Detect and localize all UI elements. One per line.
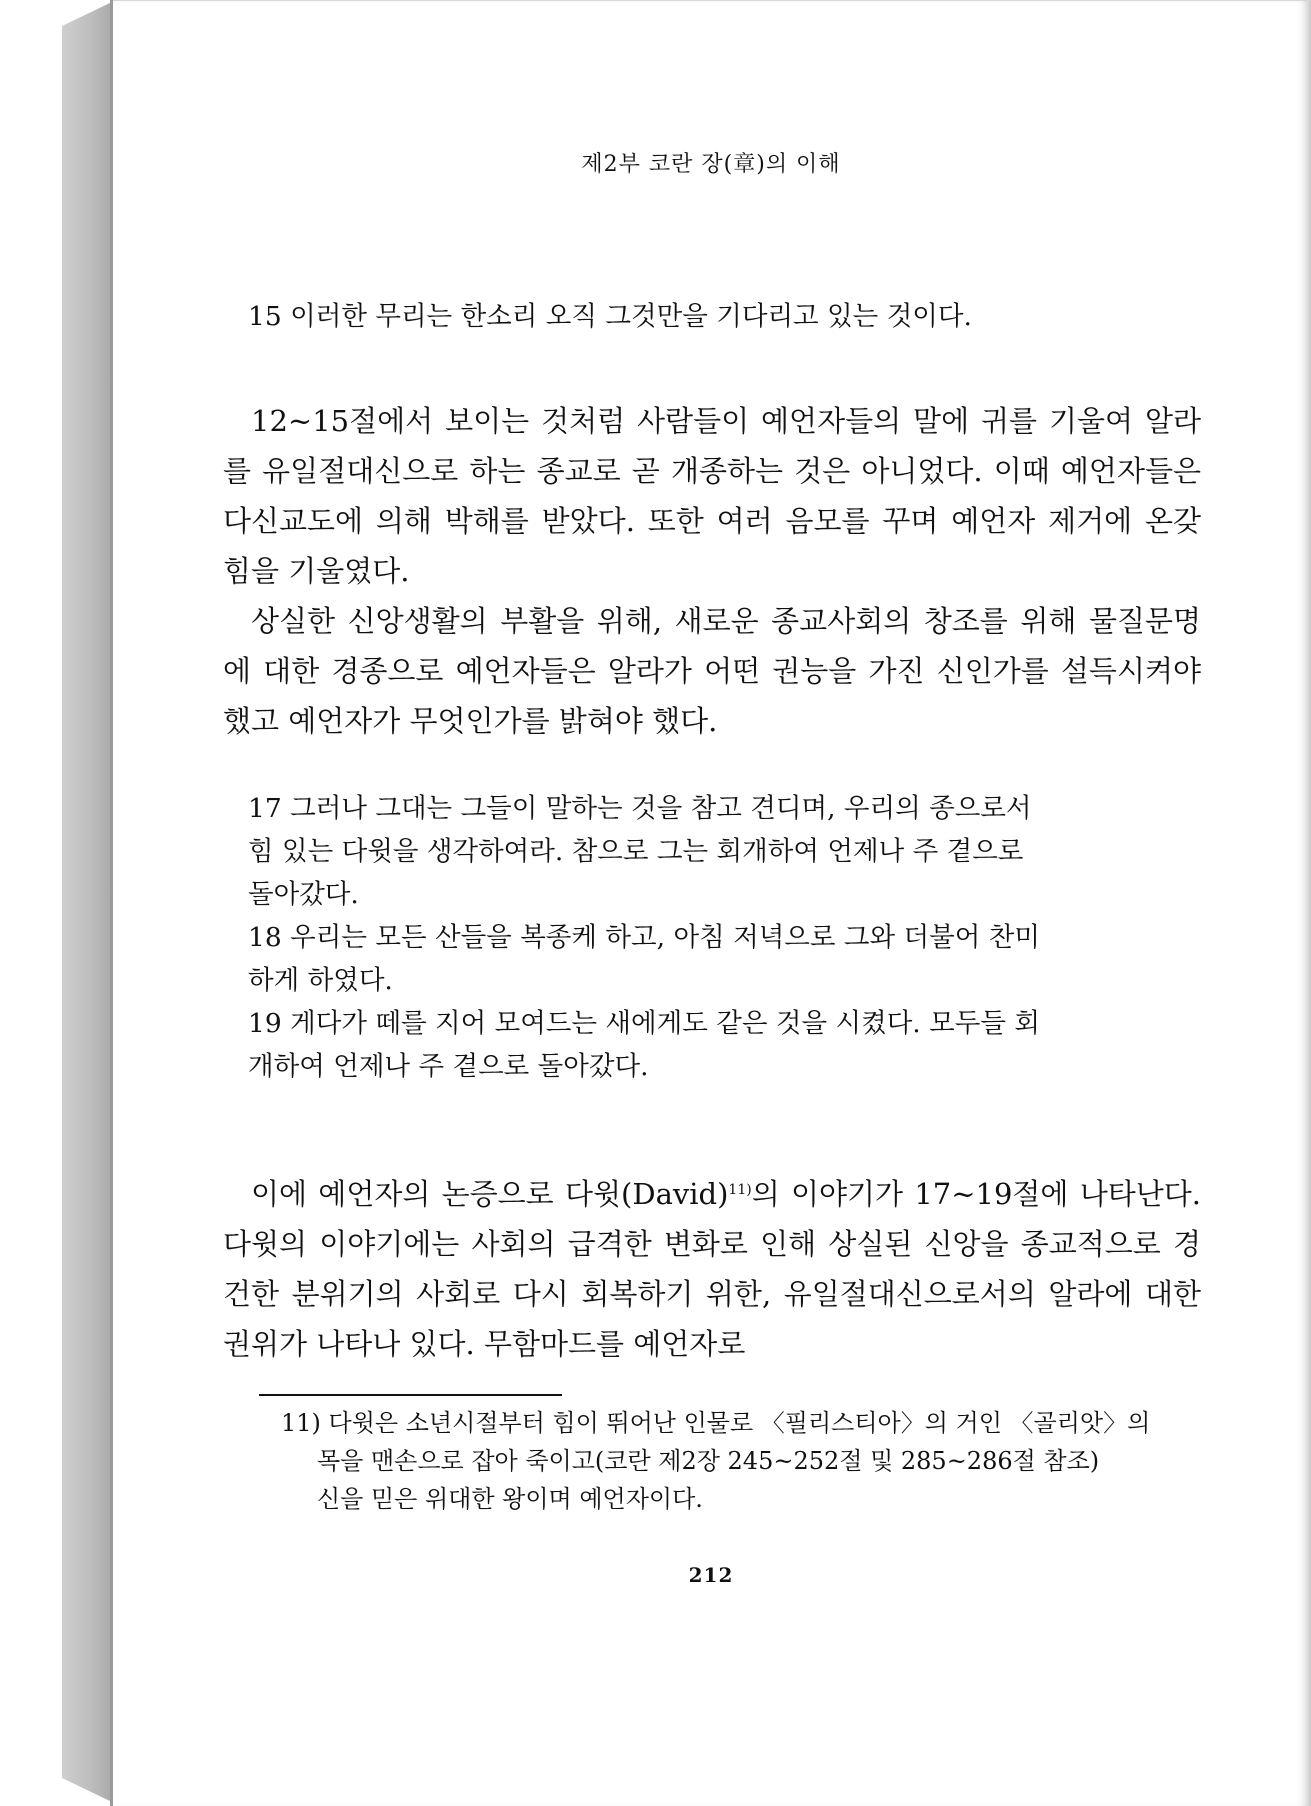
commentary-p2: 상실한 신앙생활의 부활을 위해, 새로운 종교사회의 창조를 위해 물질문명에 대한 경종으로 예언자들은 알라가 어떤 권능을 가진 신인가를 설득시켜야 했고 예언자가 무엇인가를 밝혀야 했다. (223, 604, 1201, 738)
verse-18-line-2: 하게 하였다. (248, 965, 393, 996)
commentary-paragraph-2 (223, 1169, 1201, 1369)
book-spine (62, 2, 112, 1802)
verse-19-line-2: 개하여 언제나 주 곁으로 돌아갔다. (248, 1051, 649, 1082)
commentary-p1: 12~15절에서 보이는 것처럼 사람들이 예언자들의 말에 귀를 기울여 알라를 유일절대신으로 하는 종교로 곧 개종하는 것은 아니었다. 이때 예언자들은 다신교도에 의해 박해를 받았다. 또한 여러 음모를 꾸며 예언자 제거에 온갖 힘을 기울였다. (223, 404, 1201, 588)
footnote-11 (281, 1404, 1239, 1518)
verse-17-line-2: 힘 있는 다윗을 생각하여라. 참으로 그는 회개하여 언제나 주 곁으로 (248, 836, 1024, 867)
verse-18-line-1: 18 우리는 모든 산들을 복종케 하고, 아침 저녁으로 그와 더불어 찬미 (248, 922, 1040, 953)
footnote-line-1: 11) 다윗은 소년시절부터 힘이 뛰어난 인물로 〈필리스티아〉의 거인 〈골리앗〉의 (281, 1409, 1151, 1437)
verse-19-line-1: 19 게다가 떼를 지어 모여드는 새에게도 같은 것을 시켰다. 모두들 회 (248, 1008, 1040, 1039)
page (113, 0, 1311, 1806)
running-head: 제2부 코란 장(章)의 이해 (581, 152, 841, 177)
verse-17-line-1: 17 그러나 그대는 그들이 말하는 것을 참고 견디며, 우리의 종으로서 (248, 793, 1032, 824)
footnote-line-2: 목을 맨손으로 잡아 죽이고(코란 제2장 245~252절 및 285~286절 참조) (317, 1447, 1100, 1475)
commentary-paragraph-1 (223, 396, 1201, 746)
verses-17-19 (248, 787, 1208, 1088)
verse-15: 15 이러한 무리는 한소리 오직 그것만을 기다리고 있는 것이다. (248, 301, 972, 332)
verse-17-line-3: 돌아갔다. (248, 879, 359, 910)
footnote-line-3: 신을 믿은 위대한 왕이며 예언자이다. (317, 1485, 703, 1513)
para2-text-before-note: 이에 예언자의 논증으로 다윗(David) (251, 1177, 729, 1211)
para2-text-after-note: 의 이야기가 17~19절에 나타난다. 다윗의 이야기에는 사회의 급격한 변화로 인해 상실된 신앙을 종교적으로 경건한 분위기의 사회로 다시 회복하기 위한, 유일절대신으로서의 알라에 대한 권위가 나타나 있다. 무함마드를 예언자로 (223, 1177, 1201, 1361)
footnote-divider (259, 1394, 562, 1396)
footnote-reference: 11) (728, 1182, 752, 1198)
page-number: 212 (688, 1563, 734, 1587)
